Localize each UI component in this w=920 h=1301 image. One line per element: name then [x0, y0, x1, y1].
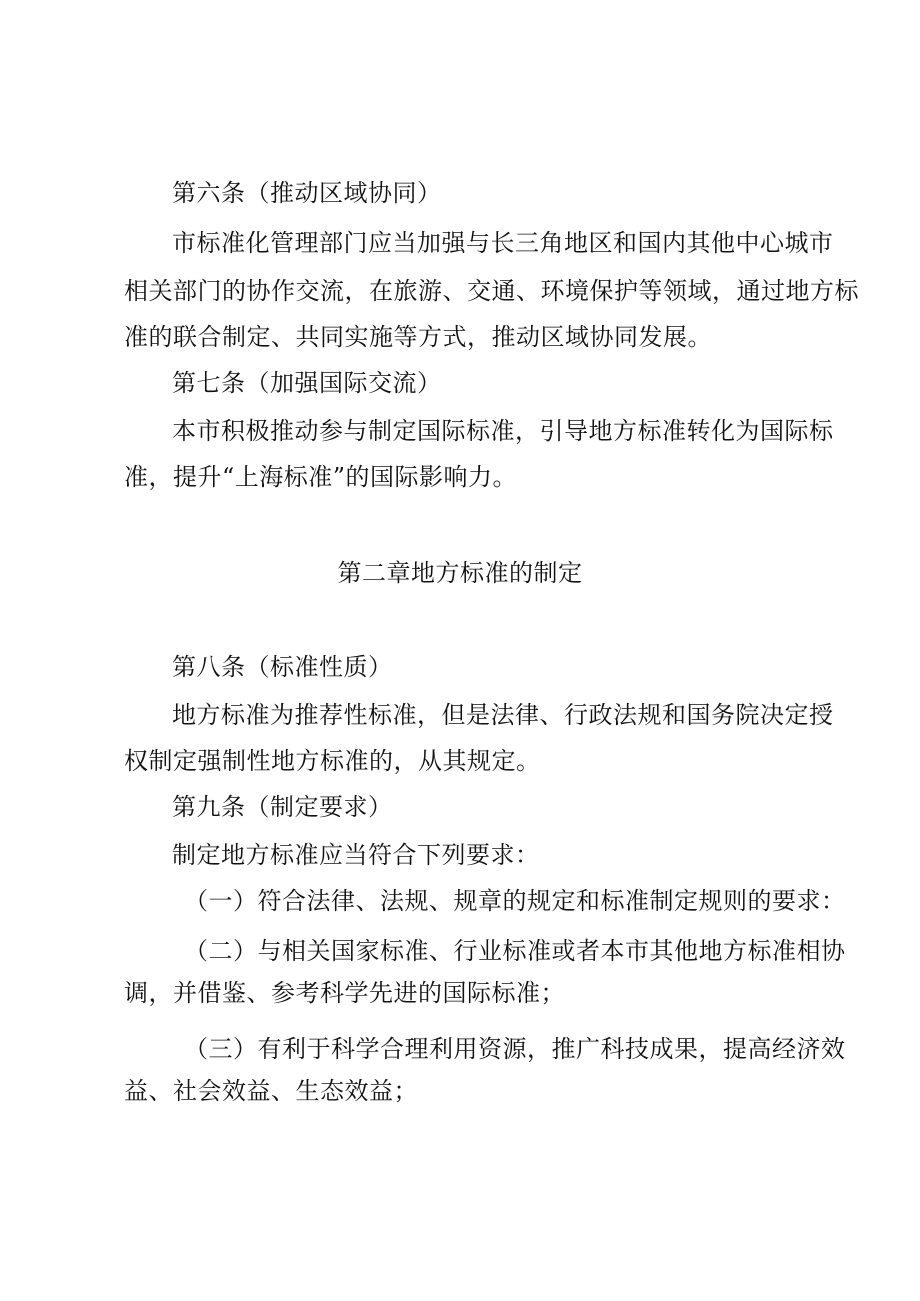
article-9-item-2-line-2: 调，并借鉴、参考科学先进的国际标准； — [124, 979, 565, 1007]
article-7-line-2: 准，提升“上海标准”的国际影响力。 — [124, 463, 518, 491]
article-9-item-2-line-1: （二）与相关国家标准、行业标准或者本市其他地方标准相协 — [184, 937, 846, 965]
article-7-heading: 第七条（加强国际交流） — [172, 369, 442, 397]
article-8-heading: 第八条（标准性质） — [172, 653, 393, 681]
article-6-line-1: 市标准化管理部门应当加强与长三角地区和国内其他中心城市 — [172, 229, 834, 257]
article-6-heading: 第六条（推动区域协同） — [172, 179, 442, 207]
article-9-intro: 制定地方标准应当符合下列要求： — [172, 841, 540, 869]
article-9-item-3-line-1: （三）有利于科学合理利用资源，推广科技成果，提高经济效 — [184, 1035, 846, 1063]
article-9-item-3-line-2: 益、社会效益、生态效益； — [124, 1077, 418, 1105]
article-9-heading: 第九条（制定要求） — [172, 793, 393, 821]
article-7-line-1: 本市积极推动参与制定国际标准，引导地方标准转化为国际标 — [172, 417, 834, 445]
article-6-line-3: 准的联合制定、共同实施等方式，推动区域协同发展。 — [124, 323, 712, 351]
article-6-line-2: 相关部门的协作交流，在旅游、交通、环境保护等领域，通过地方标 — [124, 277, 859, 305]
article-9-item-1-line-1: （一）符合法律、法规、规章的规定和标准制定规则的要求： — [184, 887, 846, 915]
article-8-line-1: 地方标准为推荐性标准，但是法律、行政法规和国务院决定授 — [172, 701, 834, 729]
chapter-2-title: 第二章地方标准的制定 — [337, 559, 583, 587]
article-8-line-2: 权制定强制性地方标准的，从其规定。 — [124, 747, 541, 775]
